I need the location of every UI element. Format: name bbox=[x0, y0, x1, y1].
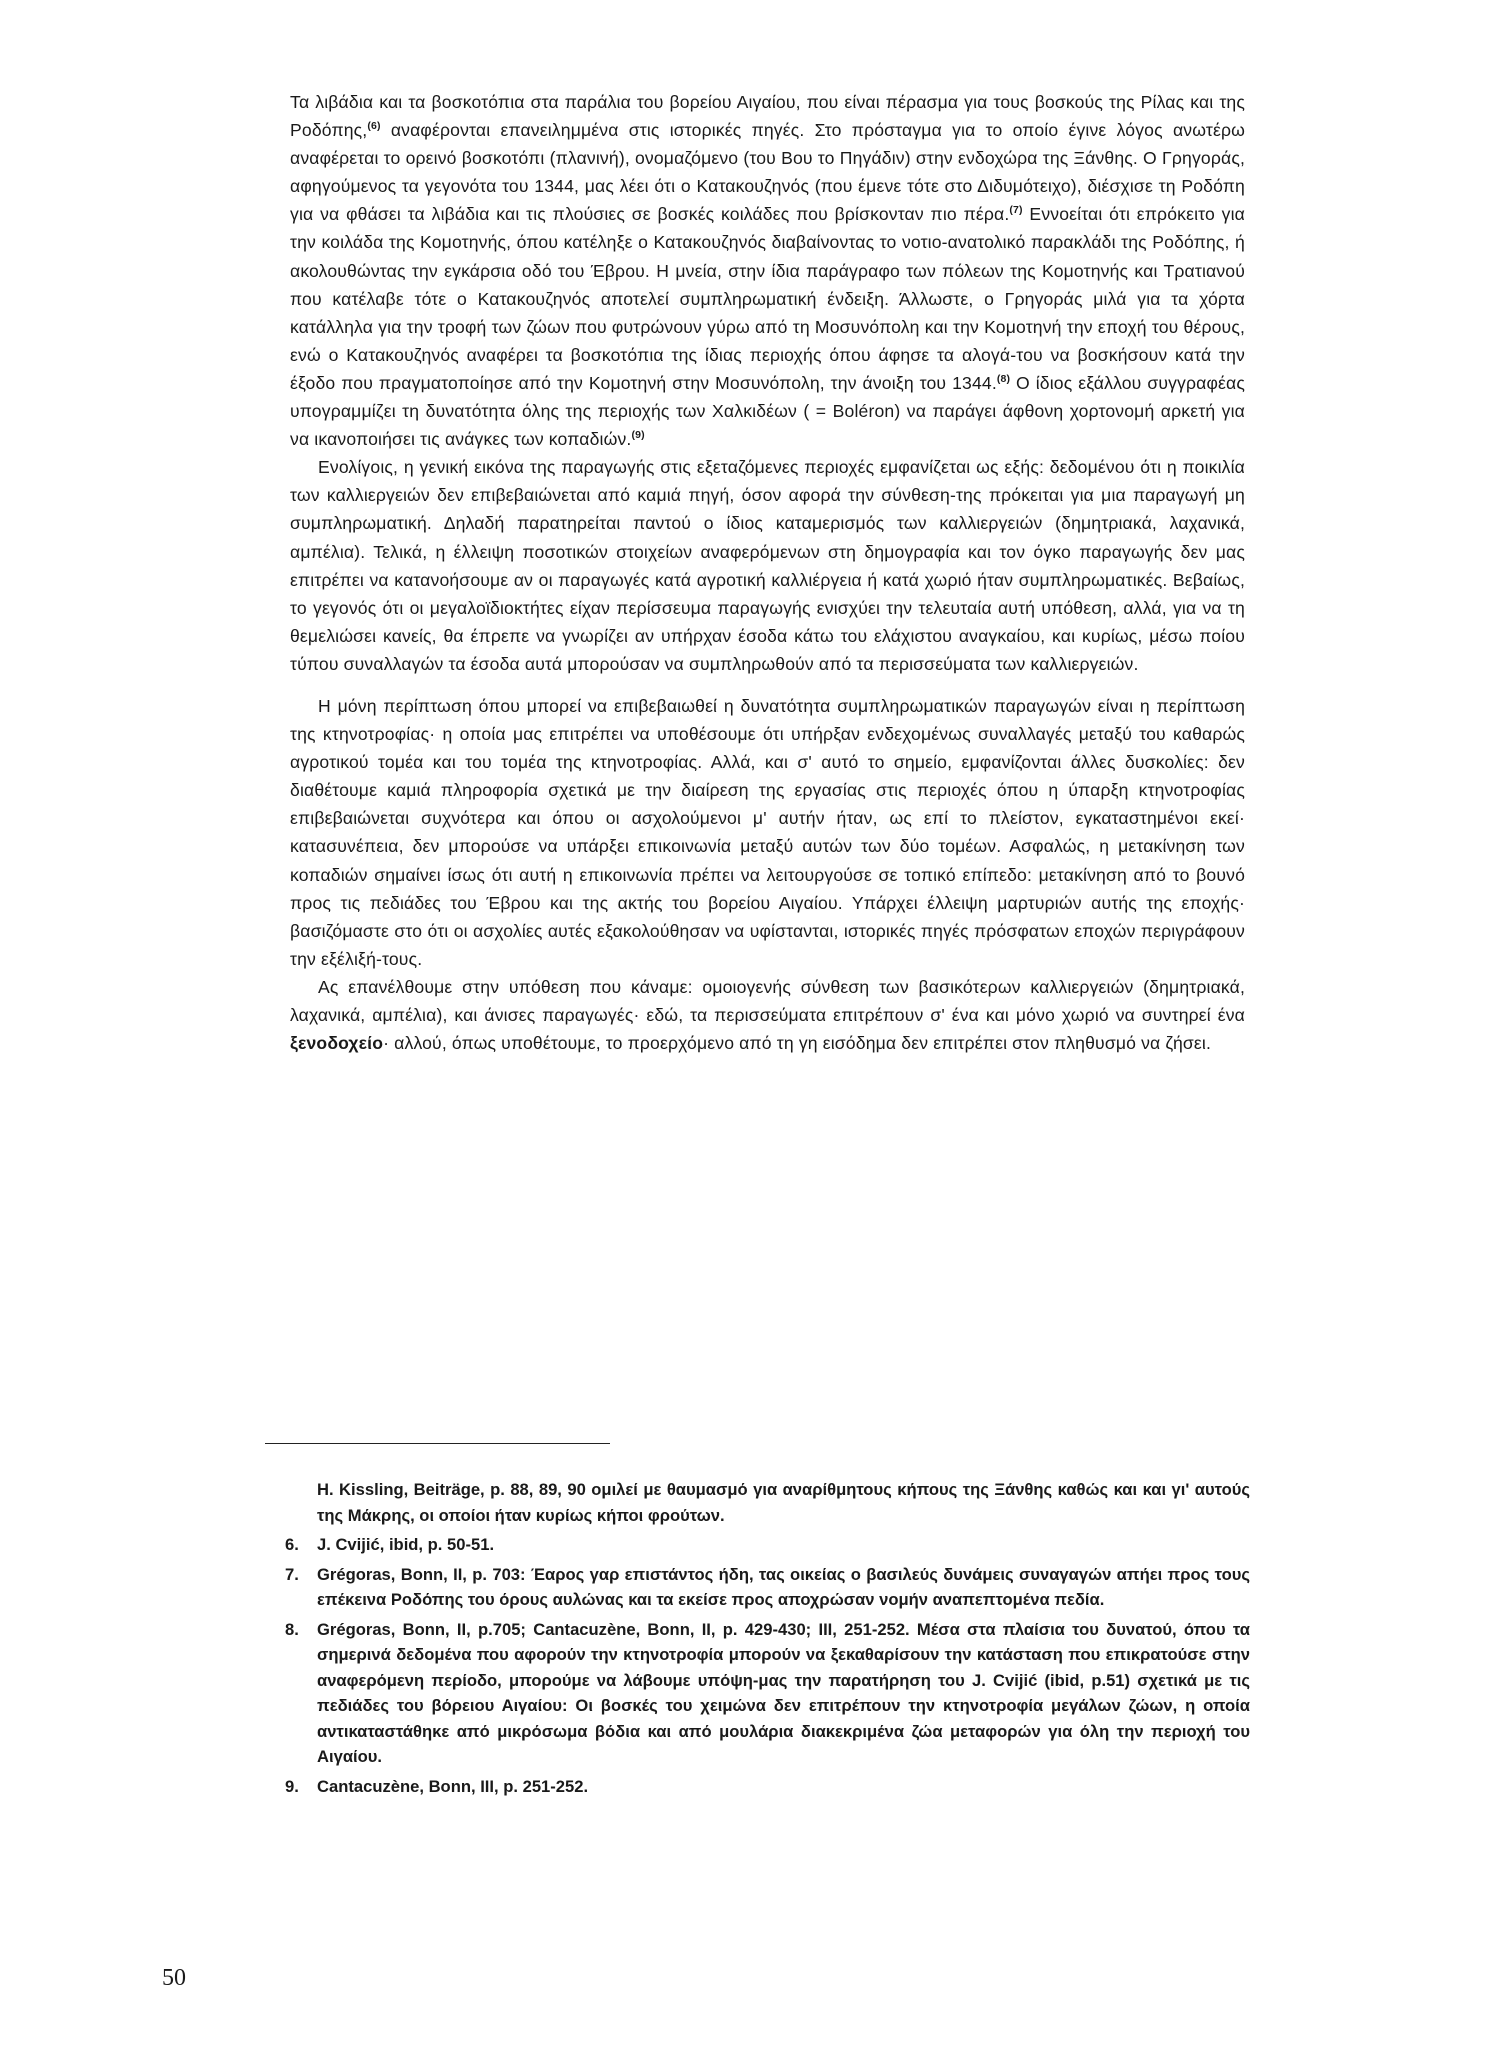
text-run: · αλλού, όπως υποθέτουμε, το προερχόμενο από τη γη εισόδημα δεν επιτρέπει στον πληθυσμό να ζήσει. bbox=[383, 1033, 1212, 1054]
text-run: αναφέρονται επανειλημμένα στις ιστορικές πηγές. Στο πρόσταγμα για το οποίο έγινε λόγος ανωτέρω αναφέρεται το ορεινό βοσκοτόπι (πλανινή), ονομαζόμενο (του Βου το Πηγάδιν) στην ενδοχώρα της Ξάνθης. Ο Γρηγοράς, αφηγούμενος τα γεγονότα του 1344, μας λέει ότι ο Κατακουζηνός (που έμενε τότε στο Διδυμότειχο), διέσχισε τη Ροδόπη για να φθάσει τα λιβάδια και τις πλούσιες σε βοσκές κοιλάδες που βρίσκονταν πιο πέρα. bbox=[290, 120, 1245, 225]
paragraph-3: Η μόνη περίπτωση όπου μπορεί να επιβεβαιωθεί η δυνατότητα συμπληρωματικών παραγωγών είναι η περίπτωση της κτηνοτροφίας· η οποία μας επιτρέπει να υποθέσουμε ότι υπήρξαν ενδεχομένως συναλλαγές μεταξύ του καθαρώς αγροτικού τομέα και του τομέα της κτηνοτροφίας. Αλλά, και σ' αυτό το σημείο, εμφανίζονται άλλες δυσκολίες: δεν διαθέτουμε καμιά πληροφορία σχετικά με την διαίρεση της εργασίας στις περιοχές όπου η ύπαρξη κτηνοτροφίας επιβεβαιώνεται συχνότερα και όπου οι ασχολούμενοι μ' αυτήν ήταν, ως επί το πλείστον, εγκαταστημένοι εκεί· κατασυνέπεια, δεν μπορούσε να υπάρξει επικοινωνία μεταξύ αυτών των δύο τομέων. Ασφαλώς, η μετακίνηση των κοπαδιών σημαίνει ίσως ότι αυτή η επικοινωνία πρέπει να λειτουργούσε σε τοπικό επίπεδο: μετακίνηση από το βουνό προς τις πεδιάδες του Έβρου και της ακτής του βορείου Αιγαίου. Υπάρχει έλλειψη μαρτυριών αυτής της εποχής· βασιζόμαστε στο ότι οι ασχολίες αυτές εξακολούθησαν να υφίστανται, ιστορικές πηγές πρόσφατων εποχών περιγράφουν την εξέλιξή-τους. bbox=[290, 695, 1245, 969]
footnote-item bbox=[285, 1477, 1250, 1528]
text-run: Ο ίδιος εξάλλου συγγραφέας υπογραμμίζει τη δυνατότητα όλης της περιοχής των Χαλκιδέων ( = Boléron) να παράγει άφθονη χορτονομή αρκετή για να ικανοποιήσει τις ανάγκες των κοπαδιών. bbox=[290, 372, 1245, 450]
main-text bbox=[290, 88, 1245, 1057]
footnote-item bbox=[285, 1562, 1250, 1613]
footnote-number: 8. bbox=[285, 1619, 299, 1639]
paragraph-2: Ενολίγοις, η γενική εικόνα της παραγωγής στις εξεταζόμενες περιοχές εμφανίζεται ως εξής: δεδομένου ότι η ποικιλία των καλλιεργειών δεν επιβεβαιώνεται από καμιά πηγή, όσον αφορά την σύνθεση-της πρόκειται για μια παραγωγή μη συμπληρωματική. Δηλαδή παρατηρείται παντού ο ίδιος καταμερισμός των καλλιεργειών (δημητριακά, λαχανικά, αμπέλια). Τελικά, η έλλειψη ποσοτικών στοιχείων αναφερόμενων στη δημογραφία και τον όγκο παραγωγής δεν μας επιτρέπει να κατανοήσουμε αν οι παραγωγές κατά αγροτική καλλιέργεια ή κατά χωριό ήταν συμπληρωματικές. Βεβαίως, το γεγονός ότι οι μεγαλοϊδιοκτήτες είχαν περίσσευμα παραγωγής ενισχύει την τελευταία αυτή υπόθεση, αλλά, για να τη θεμελιώσει κανείς, θα έπρεπε να γνωρίζει αν υπήρχαν έσοδα κάτω του ελάχιστου αναγκαίου, και κυρίως, μέσω ποίου τύπου συναλλαγών τα έσοδα αυτά μπορούσαν να συμπληρωθούν από τα περισσεύματα των καλλιεργειών. bbox=[290, 457, 1245, 674]
footnote-ref-7: (7) bbox=[1009, 204, 1023, 217]
footnote-text: Grégoras, Bonn, II, p. 703: Έαρος γαρ επιστάντος ήδη, τας οικείας ο βασιλεύς δυνάμεις συναγαγών απήει προς τους επέκεινα Ροδόπης του όρους αυλώνας και τα εκείσε προς αποχρώσαν νομήν αναπεπτομένα πεδία. bbox=[317, 1564, 1250, 1609]
paragraph-4 bbox=[290, 973, 1245, 1057]
bold-term: ξενοδοχείο bbox=[290, 1033, 384, 1054]
text-run: Εννοείται ότι επρόκειτο για την κοιλάδα της Κομοτηνής, όπου κατέληξε ο Κατακουζηνός διαβαίνοντας το νοτιο-ανατολικό παρακλάδι της Ροδόπης, ή ακολουθώντας την εγκάρσια οδό του Έβρου. Η μνεία, στην ίδια παράγραφο των πόλεων της Κομοτηνής και Τρατιανού που κατέλαβε τότε ο Κατακουζηνός αποτελεί συμπληρωματική ένδειξη. Άλλωστε, ο Γρηγοράς μιλά για τα χόρτα κατάλληλα για την τροφή των ζώων που φυτρώνουν γύρω από τη Μοσυνόπολη και την Κομοτηνή την εποχή του θέρους, ενώ ο Κατακουζηνός αναφέρει τα βοσκοτόπια της ίδιας περιοχής όπου άφησε τα αλογά-του να βοσκήσουν κατά την έξοδο που πραγματοποίησε από την Κομοτηνή στην Μοσυνόπολη, την άνοιξη του 1344. bbox=[290, 204, 1245, 393]
paragraph-1 bbox=[290, 88, 1245, 453]
footnote-number: 7. bbox=[285, 1564, 299, 1584]
text-run: Ας επανέλθουμε στην υπόθεση που κάναμε: ομοιογενής σύνθεση των βασικότερων καλλιεργειών (δημητριακά, λαχανικά, αμπέλια), και άνισες παραγωγές· εδώ, τα περισσεύματα επιτρέπουν σ' ένα και μόνο χωριό να συντηρεί ένα bbox=[290, 976, 1245, 1025]
footnote-number: 9. bbox=[285, 1776, 299, 1796]
footnote-text: Grégoras, Bonn, II, p.705; Cantacuzène, Bonn, II, p. 429-430; III, 251-252. Μέσα στα πλαίσια του δυνατού, όπου τα σημερινά δεδομένα που αφορούν την κτηνοτροφία μπορούν να ξεκαθαρίσουν την κατάσταση που επικρατούσε στην αναφερόμενη περίοδο, μπορούμε να λάβουμε υπόψη-μας την παρατήρηση του J. Cvijić (ibid, p.51) σχετικά με τις πεδιάδες του βόρειου Αιγαίου: Οι βοσκές του χειμώνα δεν επιτρέπουν την κτηνοτροφία μεγάλων ζώων, η οποία αντικαταστάθηκε από μικρόσωμα βόδια και από μουλάρια διακεκριμένα ζώα μεταφορών για όλη την περιοχή του Αιγαίου. bbox=[317, 1619, 1250, 1766]
footnote-text: Cantacuzène, Bonn, III, p. 251-252. bbox=[317, 1776, 589, 1796]
footnotes bbox=[285, 1477, 1250, 1803]
footnote-item bbox=[285, 1617, 1250, 1770]
footnote-ref-6: (6) bbox=[367, 120, 381, 133]
text-run: Τα λιβάδια και τα βοσκοτόπια στα παράλια του βορείου Αιγαίου, που είναι πέρασμα για τους βοσκούς της Ρίλας και της Ροδόπης, bbox=[290, 92, 1245, 141]
footnote-ref-8: (8) bbox=[996, 372, 1011, 385]
footnote-text: H. Kissling, Beiträge, p. 88, 89, 90 ομιλεί με θαυμασμό για αναρίθμητους κήπους της Ξάνθης καθώς και και γι' αυτούς της Μάκρης, οι οποίοι ήταν κυρίως κήποι φρούτων. bbox=[317, 1480, 1250, 1525]
footnote-ref-9: (9) bbox=[631, 429, 645, 442]
footnote-number: 6. bbox=[285, 1535, 299, 1554]
footnote-item bbox=[285, 1532, 1250, 1558]
footnote-item bbox=[285, 1774, 1250, 1800]
footnote-separator bbox=[265, 1443, 610, 1444]
page-number: 50 bbox=[162, 1965, 186, 1991]
footnote-text: J. Cvijić, ibid, p. 50-51. bbox=[317, 1535, 495, 1554]
